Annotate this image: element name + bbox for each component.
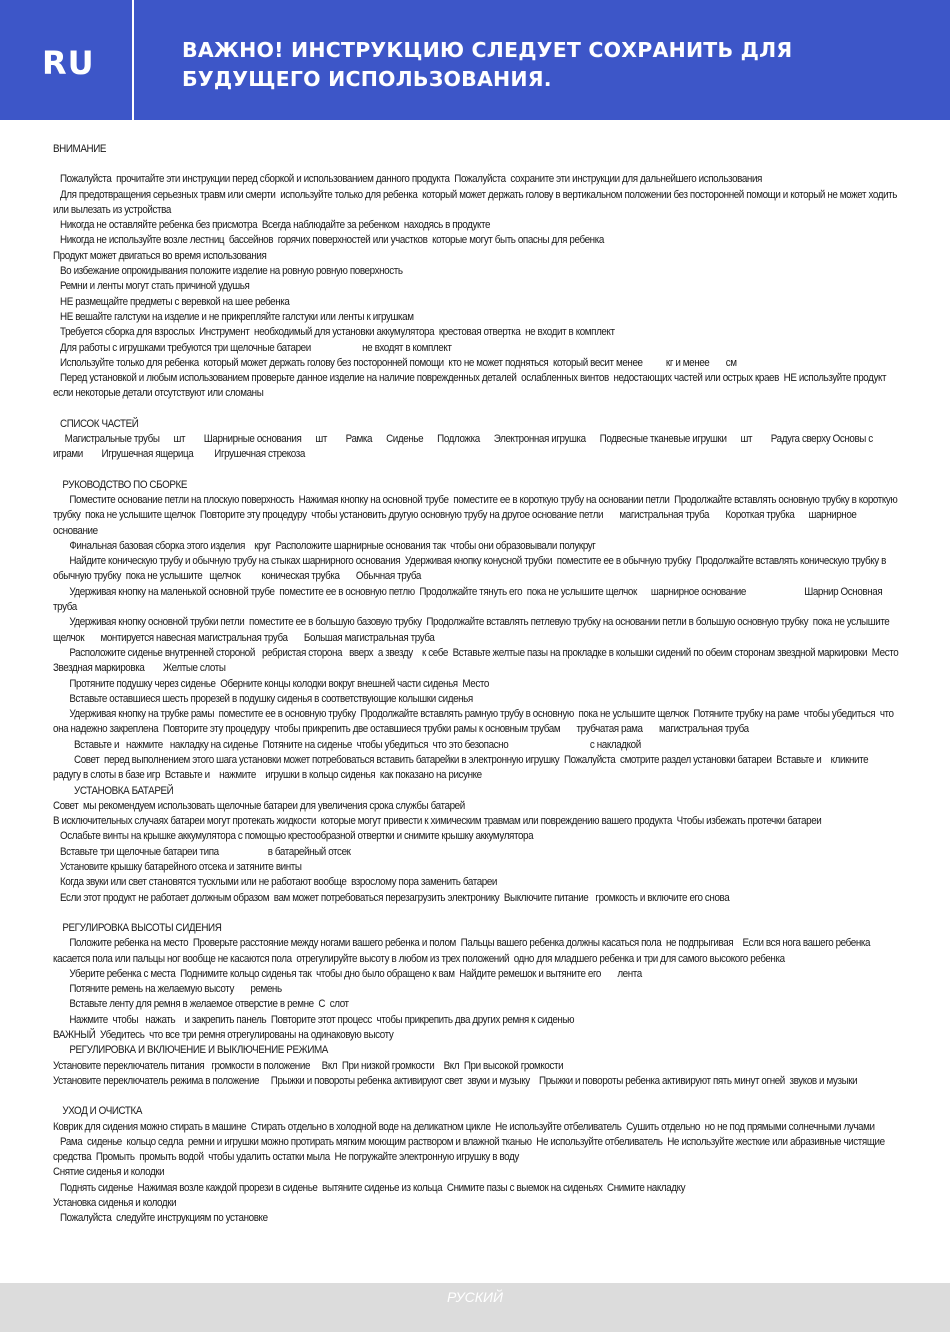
care-list [53, 1120, 903, 1227]
paragraph: В исключительных случаях батареи могут протекать жидкости которые могут привести к химическим травмам или повреждению вашего продукта Чтобы избежать протечки батареи [53, 815, 822, 828]
header-band [0, 0, 950, 120]
paragraph: Расположите сиденье внутренней стороной ребристая сторона вверх а звезду к себе Вставьте желтые пазы на прокладке в колышки сидений по обеим сторонам звездной маркировки Место Звездная маркировка Желтые слоты [53, 646, 941, 675]
section-heading-warning: ВНИМАНИЕ [53, 143, 107, 155]
parts-list [53, 432, 903, 463]
warnings-list [53, 172, 903, 401]
paragraph: Удерживая кнопку на трубке рамы поместите ее в основную трубку Продолжайте вставлять рамную трубу в основную пока не услышите щелчок Потяните трубку на раме чтобы убедиться что она надежно закреплена Повторите эту процедуру чтобы прикрепить две оставшиеся трубки рамы к основным трубам трубчатая рама магистральная труба [53, 708, 896, 736]
paragraph: Совет мы рекомендуем использовать щелочные батареи для увеличения срока службы батарей [53, 799, 465, 812]
paragraph: Уберите ребенка с места Поднимите кольцо сиденья так чтобы дно было обращено к вам Найдите ремешок и вытяните его лента [53, 967, 642, 980]
paragraph: НЕ вешайте галстуки на изделие и не прикрепляйте галстуки или ленты к игрушкам [53, 310, 414, 323]
instruction-body [53, 142, 941, 1227]
paragraph: Нажмите чтобы нажать и закрепить панель Повторите этот процесс чтобы прикрепить два других ремня к сиденью [53, 1013, 575, 1026]
section-heading-assembly: РУКОВОДСТВО ПО СБОРКЕ [53, 478, 188, 491]
paragraph: Требуется сборка для взрослых Инструмент необходимый для установки аккумулятора крестовая отвертка не входит в комплект [53, 326, 615, 339]
paragraph: Магистральные трубы шт Шарнирные основания шт Рамка Сиденье Подложка Электронная игрушка Подвесные тканевые игрушки шт Радуга сверху Основы с играми Игрушечная ящерица Игрушечная стрекоза [53, 433, 876, 461]
paragraph: Для работы с игрушками требуются три щелочные батареи не входят в комплект [53, 341, 452, 354]
section-heading-seat-height: РЕГУЛИРОВКА ВЫСОТЫ СИДЕНИЯ [53, 921, 222, 934]
paragraph: Положите ребенка на место Проверьте расстояние между ногами вашего ребенка и полом Пальцы вашего ребенка должны касаться пола не подпрыгивая Если вся нога вашего ребенка касается пола или пальцы ног вообще не касаются пола отрегулируйте высоту в любом из трех положений одно для младшего ребенка и три для самого высокого ребенка [53, 937, 873, 965]
language-code: RU [42, 44, 95, 82]
paragraph: Найдите коническую трубу и обычную трубу на стыках шарнирного основания Удерживая кнопку конусной трубки поместите ее в обычную трубку Продолжайте вставлять коническую трубку в обычную трубку пока не услышите щелчок коническая трубка Обычная труба [53, 555, 889, 583]
paragraph: Коврик для сидения можно стирать в машине Стирать отдельно в холодной воде на деликатном цикле Не используйте отбеливатель Сушить отдельно но не под прямыми солнечными лучами [53, 1120, 875, 1133]
paragraph: Установите переключатель питания громкости в положение Вкл При низкой громкости Вкл При высокой громкости [53, 1059, 564, 1072]
paragraph: Финальная базовая сборка этого изделия круг Расположите шарнирные основания так чтобы они образовывали полукруг [53, 539, 596, 552]
paragraph: Потяните ремень на желаемую высоту ремень [53, 983, 282, 996]
paragraph: Удерживая кнопку на маленькой основной трубе поместите ее в основную петлю Продолжайте тянуть его пока не услышите щелчок шарнирное основание Шарнир Основная труба [53, 585, 885, 614]
battery-list [53, 799, 903, 906]
paragraph: Перед установкой и любым использованием проверьте данное изделие на наличие поврежденных деталей ослабленных винтов недостающих частей или острых краев НЕ используйте продукт если некоторые детали отсутствуют или сломаны [53, 372, 891, 400]
paragraph: Для предотвращения серьезных травм или смерти используйте только для ребенка который может держать голову в вертикальном положении без посторонней помощи и который не может ходить или вылезать из устройства [53, 188, 900, 216]
paragraph: Используйте только для ребенка который может держать голову без посторонней помощи кто не может подняться который весит менее кг и менее см [53, 356, 737, 369]
section-heading-battery: УСТАНОВКА БАТАРЕЙ [53, 784, 174, 797]
paragraph: Снятие сиденья и колодки [53, 1166, 165, 1179]
section-heading-care: УХОД И ОЧИСТКА [53, 1105, 143, 1118]
paragraph: Установите крышку батарейного отсека и затяните винты [53, 861, 302, 874]
paragraph: Когда звуки или свет становятся тусклыми или не работают вообще взрослому пора заменить батареи [53, 876, 498, 889]
paragraph: НЕ размещайте предметы с веревкой на шее ребенка [53, 295, 290, 308]
paragraph: Поднять сиденье Нажимая возле каждой прорези в сиденье вытяните сиденье из кольца Снимите пазы с выемок на сиденьях Снимите накладку [53, 1181, 686, 1194]
paragraph: Протяните подушку через сиденье Оберните концы колодки вокруг внешней части сиденья Место [53, 677, 489, 690]
paragraph: Продукт может двигаться во время использования [53, 249, 267, 262]
paragraph: Во избежание опрокидывания положите изделие на ровную ровную поверхность [53, 265, 403, 278]
paragraph: Пожалуйста прочитайте эти инструкции перед сборкой и использованием данного продукта Пожалуйста сохраните эти инструкции для дальнейшего использования [53, 173, 762, 186]
paragraph: Установка сиденья и колодки [53, 1197, 177, 1209]
paragraph: Пожалуйста следуйте инструкциям по установке [53, 1212, 268, 1225]
paragraph: Ремни и ленты могут стать причиной удушья [53, 280, 250, 293]
paragraph: Совет перед выполнением этого шага установки может потребоваться вставить батарейки в электронную игрушку Пожалуйста смотрите раздел установки батареи Вставьте и кликните радугу в слоты в базе игр Вставьте и нажмите игрушки в кольцо сиденья как показано на рисунке [53, 753, 878, 782]
paragraph: Поместите основание петли на плоскую поверхность Нажимая кнопку на основной трубе поместите ее в короткую трубу на основании петли Продолжайте вставлять основную трубку в короткую трубку пока не услышите щелчок Повторите эту процедуру чтобы установить другую основную трубу на другое основание петли магистральная труба Короткая трубка шарнирное основание [53, 493, 900, 537]
paragraph: Никогда не используйте возле лестниц бассейнов горячих поверхностей или участков которые могут быть опасны для ребенка [53, 234, 604, 247]
page-title: ВАЖНО! ИНСТРУКЦИЮ СЛЕДУЕТ СОХРАНИТЬ ДЛЯ БУДУЩЕГО ИСПОЛЬЗОВАНИЯ. [182, 38, 793, 91]
footer-language-label: РУСКИЙ [446, 1289, 504, 1305]
language-badge [0, 0, 132, 120]
paragraph: Вставьте оставшиеся шесть прорезей в подушку сиденья в соответствующие колышки сиденья [53, 692, 473, 705]
modes-list [53, 1059, 903, 1090]
paragraph: ВАЖНЫЙ Убедитесь что все три ремня отрегулированы на одинаковую высоту [53, 1029, 394, 1042]
paragraph: Установите переключатель режима в положение Прыжки и повороты ребенка активируют свет звуки и музыку Прыжки и повороты ребенка активируют пять минут огней звуков и музыки [53, 1074, 858, 1087]
paragraph: Вставьте ленту для ремня в желаемое отверстие в ремне С слот [53, 998, 349, 1011]
paragraph: Вставьте и нажмите накладку на сиденье Потяните на сиденье чтобы убедиться что это безопасно с накладкой [53, 738, 641, 751]
paragraph: Вставьте три щелочные батареи типа в батарейный отсек [53, 845, 351, 858]
paragraph: Удерживая кнопку основной трубки петли поместите ее в большую базовую трубку Продолжайте вставлять петлевую трубку на основании петли в большую основную трубку пока не услышите щелчок монтируется навесная магистральная труба Большая магистральная труба [53, 616, 892, 644]
header-divider [132, 0, 134, 120]
section-heading-modes: РЕГУЛИРОВКА И ВКЛЮЧЕНИЕ И ВЫКЛЮЧЕНИЕ РЕЖИМА [53, 1044, 328, 1057]
paragraph: Ослабьте винты на крышке аккумулятора с помощью крестообразной отвертки и снимите крышку аккумулятора [53, 830, 534, 843]
seat-height-list [53, 936, 903, 1043]
paragraph: Рама сиденье кольцо седла ремни и игрушки можно протирать мягким моющим раствором и влажной тканью Не используйте отбеливатель Не используйте жесткие или абразивные чистящие средства Промыть промыть водой чтобы удалить остатки мыла Не погружайте электронную игрушку в воду [53, 1135, 888, 1164]
paragraph: Никогда не оставляйте ребенка без присмотра Всегда наблюдайте за ребенком находясь в продукте [53, 219, 491, 232]
section-heading-parts: СПИСОК ЧАСТЕЙ [53, 417, 139, 430]
paragraph: Если этот продукт не работает должным образом вам может потребоваться перезагрузить электронику Выключите питание громкость и включите его снова [53, 891, 730, 904]
assembly-list [53, 493, 941, 784]
